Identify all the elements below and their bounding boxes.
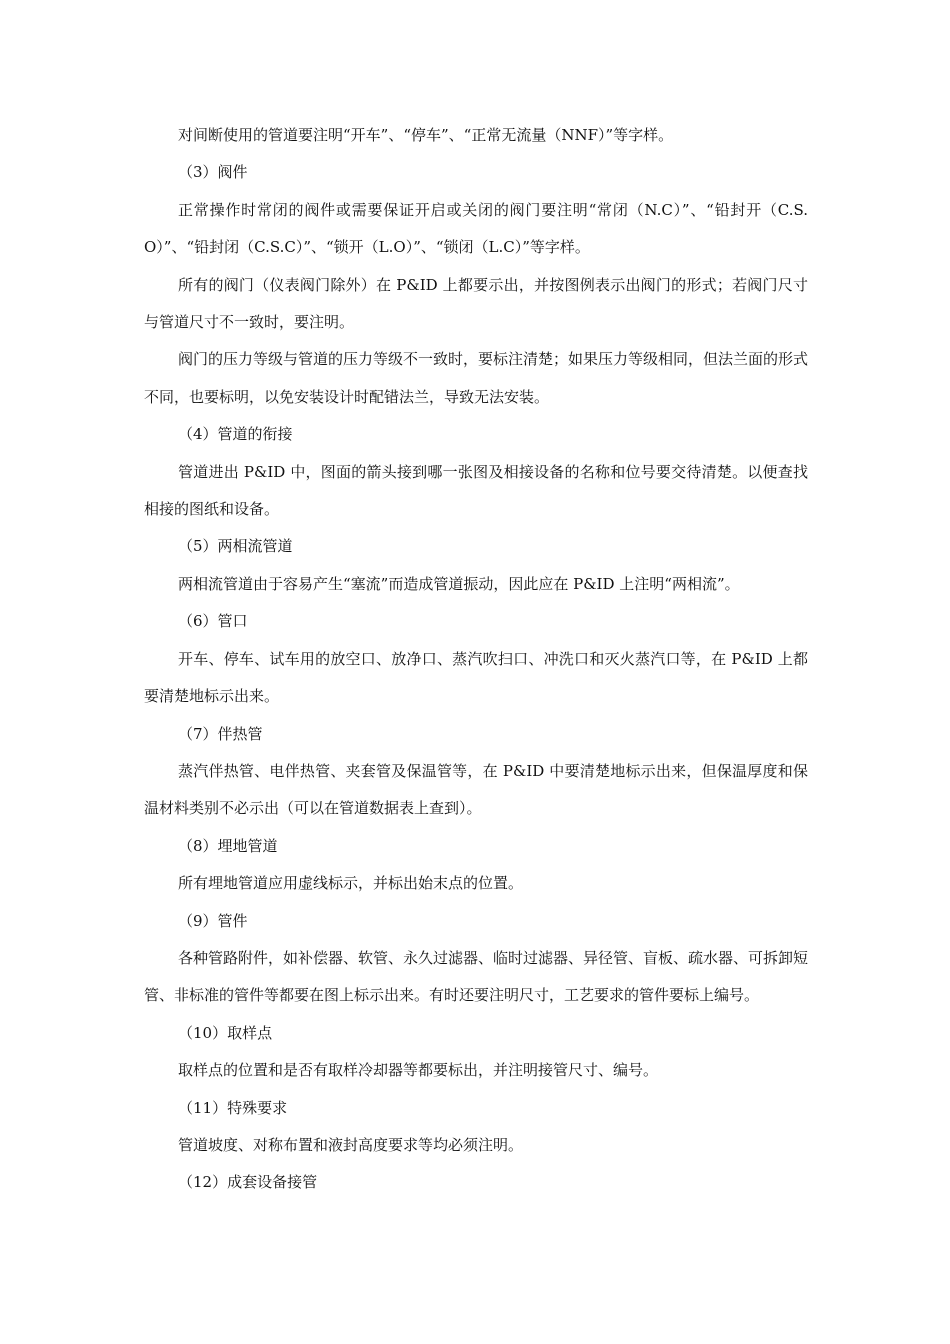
paragraph-buried-pipes: 所有埋地管道应用虚线标示，并标出始末点的位置。 xyxy=(178,874,524,893)
section-heading-package-equipment: （12）成套设备接管 xyxy=(178,1173,318,1192)
section-heading-fittings: （9）管件 xyxy=(178,911,248,930)
paragraph-valve-normally-closed: 正常操作时常闭的阀件或需要保证开启或关闭的阀门要注明“常闭（N.C）”、“铅封开（C.S.O）”、“铅封闭（C.S.C）”、“锁开（L.O）”、“锁闭（L.C）”等字样。 xyxy=(144,200,808,257)
paragraph-pipe-connection: 管道进出 P&ID 中，图面的箭头接到哪一张图及相接设备的名称和位号要交待清楚。以便查找相接的图纸和设备。 xyxy=(144,462,808,519)
paragraph-valve-pressure-class: 阀门的压力等级与管道的压力等级不一致时，要标注清楚；如果压力等级相同，但法兰面的形式不同，也要标明，以免安装设计时配错法兰，导致无法安装。 xyxy=(144,350,809,406)
paragraph-all-valves-shown: 所有的阀门（仪表阀门除外）在 P&ID 上都要示出，并按图例表示出阀门的形式；若阀门尺寸与管道尺寸不一致时，要注明。 xyxy=(144,275,808,332)
paragraph-tracing: 蒸汽伴热管、电伴热管、夹套管及保温管等，在 P&ID 中要清楚地标示出来，但保温厚度和保温材料类别不必示出（可以在管道数据表上查到）。 xyxy=(144,761,808,818)
paragraph-nozzles: 开车、停车、试车用的放空口、放净口、蒸汽吹扫口、冲洗口和灭火蒸汽口等，在 P&ID 上都要清楚地标示出来。 xyxy=(144,649,808,706)
paragraph-intermittent-pipes: 对间断使用的管道要注明“开车”、“停车”、“正常无流量（NNF）”等字样。 xyxy=(178,126,674,144)
section-heading-sampling-points: （10）取样点 xyxy=(178,1023,273,1042)
section-heading-valves: （3）阀件 xyxy=(178,163,248,182)
section-heading-two-phase-flow: （5）两相流管道 xyxy=(178,537,293,556)
section-heading-pipe-connection: （4）管道的衔接 xyxy=(178,425,293,444)
section-heading-buried-pipes: （8）埋地管道 xyxy=(178,836,278,855)
section-heading-special-requirements: （11）特殊要求 xyxy=(178,1098,288,1117)
section-heading-nozzles: （6）管口 xyxy=(178,612,248,631)
section-heading-tracing: （7）伴热管 xyxy=(178,724,263,743)
paragraph-special-requirements: 管道坡度、对称布置和液封高度要求等均必须注明。 xyxy=(178,1135,524,1154)
paragraph-fittings: 各种管路附件，如补偿器、软管、永久过滤器、临时过滤器、异径管、盲板、疏水器、可拆卸短管、非标准的管件等都要在图上标示出来。有时还要注明尺寸，工艺要求的管件要标上编号。 xyxy=(144,948,809,1005)
paragraph-sampling-points: 取样点的位置和是否有取样冷却器等都要标出，并注明接管尺寸、编号。 xyxy=(178,1061,659,1080)
paragraph-two-phase-flow: 两相流管道由于容易产生“塞流”而造成管道振动，因此应在 P&ID 上注明“两相流”。 xyxy=(178,574,740,593)
document-body xyxy=(144,117,808,1202)
